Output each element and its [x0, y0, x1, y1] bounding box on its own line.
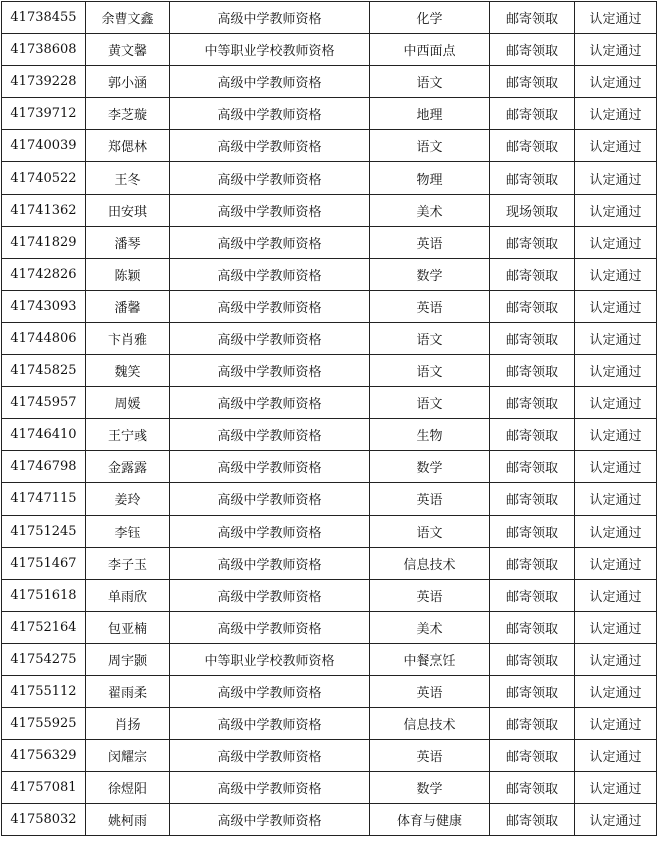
- applicant-name-cell: 魏笑: [86, 355, 170, 387]
- applicant-name-cell: 徐煜阳: [86, 772, 170, 804]
- applicant-id-cell: 41739228: [2, 66, 86, 98]
- qualification-type-cell: 高级中学教师资格: [170, 515, 370, 547]
- pickup-method-cell: 邮寄领取: [490, 290, 575, 322]
- status-cell: 认定通过: [575, 740, 657, 772]
- qualification-type-cell: 高级中学教师资格: [170, 772, 370, 804]
- applicant-id-cell: 41756329: [2, 740, 86, 772]
- qualification-type-cell: 高级中学教师资格: [170, 419, 370, 451]
- status-cell: 认定通过: [575, 290, 657, 322]
- status-cell: 认定通过: [575, 194, 657, 226]
- applicant-id-cell: 41752164: [2, 611, 86, 643]
- table-body: [2, 2, 657, 836]
- applicant-id-cell: 41758032: [2, 804, 86, 836]
- qualification-type-cell: 高级中学教师资格: [170, 98, 370, 130]
- applicant-name-cell: 李子玉: [86, 547, 170, 579]
- pickup-method-cell: 邮寄领取: [490, 772, 575, 804]
- status-cell: 认定通过: [575, 675, 657, 707]
- table-row: [2, 708, 657, 740]
- status-cell: 认定通过: [575, 451, 657, 483]
- qualification-type-cell: 高级中学教师资格: [170, 740, 370, 772]
- status-cell: 认定通过: [575, 708, 657, 740]
- qualification-type-cell: 中等职业学校教师资格: [170, 643, 370, 675]
- pickup-method-cell: 邮寄领取: [490, 483, 575, 515]
- qualification-type-cell: 高级中学教师资格: [170, 579, 370, 611]
- subject-cell: 语文: [370, 355, 490, 387]
- table-row: [2, 290, 657, 322]
- subject-cell: 化学: [370, 2, 490, 34]
- pickup-method-cell: 邮寄领取: [490, 2, 575, 34]
- status-cell: 认定通过: [575, 579, 657, 611]
- status-cell: 认定通过: [575, 643, 657, 675]
- subject-cell: 语文: [370, 387, 490, 419]
- table-row: [2, 66, 657, 98]
- table-row: [2, 226, 657, 258]
- table-row: [2, 611, 657, 643]
- pickup-method-cell: 邮寄领取: [490, 355, 575, 387]
- applicant-id-cell: 41751618: [2, 579, 86, 611]
- qualification-type-cell: 高级中学教师资格: [170, 708, 370, 740]
- table-row: [2, 419, 657, 451]
- applicant-id-cell: 41740039: [2, 130, 86, 162]
- applicant-name-cell: 潘馨: [86, 290, 170, 322]
- applicant-name-cell: 包亚楠: [86, 611, 170, 643]
- applicant-name-cell: 姜玲: [86, 483, 170, 515]
- applicant-id-cell: 41738608: [2, 34, 86, 66]
- pickup-method-cell: 邮寄领取: [490, 451, 575, 483]
- applicant-name-cell: 陈颖: [86, 258, 170, 290]
- table-row: [2, 515, 657, 547]
- applicant-name-cell: 王冬: [86, 162, 170, 194]
- qualification-type-cell: 高级中学教师资格: [170, 611, 370, 643]
- subject-cell: 语文: [370, 515, 490, 547]
- table-row: [2, 675, 657, 707]
- applicant-id-cell: 41755925: [2, 708, 86, 740]
- pickup-method-cell: 邮寄领取: [490, 804, 575, 836]
- subject-cell: 美术: [370, 611, 490, 643]
- applicant-name-cell: 翟雨柔: [86, 675, 170, 707]
- subject-cell: 语文: [370, 130, 490, 162]
- table-row: [2, 162, 657, 194]
- table-row: [2, 579, 657, 611]
- qualification-type-cell: 高级中学教师资格: [170, 130, 370, 162]
- status-cell: 认定通过: [575, 322, 657, 354]
- qualification-type-cell: 高级中学教师资格: [170, 355, 370, 387]
- pickup-method-cell: 邮寄领取: [490, 547, 575, 579]
- pickup-method-cell: 邮寄领取: [490, 98, 575, 130]
- status-cell: 认定通过: [575, 2, 657, 34]
- applicant-id-cell: 41747115: [2, 483, 86, 515]
- pickup-method-cell: 邮寄领取: [490, 322, 575, 354]
- pickup-method-cell: 邮寄领取: [490, 387, 575, 419]
- applicant-id-cell: 41742826: [2, 258, 86, 290]
- applicant-id-cell: 41738455: [2, 2, 86, 34]
- applicant-name-cell: 李钰: [86, 515, 170, 547]
- applicant-name-cell: 闵耀宗: [86, 740, 170, 772]
- status-cell: 认定通过: [575, 34, 657, 66]
- status-cell: 认定通过: [575, 611, 657, 643]
- applicant-id-cell: 41744806: [2, 322, 86, 354]
- table-row: [2, 547, 657, 579]
- qualification-type-cell: 高级中学教师资格: [170, 451, 370, 483]
- table-row: [2, 2, 657, 34]
- subject-cell: 体育与健康: [370, 804, 490, 836]
- pickup-method-cell: 邮寄领取: [490, 162, 575, 194]
- pickup-method-cell: 邮寄领取: [490, 611, 575, 643]
- applicant-name-cell: 姚柯雨: [86, 804, 170, 836]
- qualification-type-cell: 高级中学教师资格: [170, 483, 370, 515]
- status-cell: 认定通过: [575, 355, 657, 387]
- pickup-method-cell: 邮寄领取: [490, 708, 575, 740]
- qualification-type-cell: 高级中学教师资格: [170, 804, 370, 836]
- subject-cell: 语文: [370, 322, 490, 354]
- qualification-type-cell: 高级中学教师资格: [170, 290, 370, 322]
- qualification-type-cell: 中等职业学校教师资格: [170, 34, 370, 66]
- applicant-id-cell: 41743093: [2, 290, 86, 322]
- qualification-type-cell: 高级中学教师资格: [170, 258, 370, 290]
- pickup-method-cell: 邮寄领取: [490, 675, 575, 707]
- subject-cell: 中西面点: [370, 34, 490, 66]
- status-cell: 认定通过: [575, 130, 657, 162]
- table-row: [2, 451, 657, 483]
- status-cell: 认定通过: [575, 419, 657, 451]
- applicant-id-cell: 41746798: [2, 451, 86, 483]
- status-cell: 认定通过: [575, 258, 657, 290]
- applicant-id-cell: 41745825: [2, 355, 86, 387]
- qualification-type-cell: 高级中学教师资格: [170, 194, 370, 226]
- applicant-id-cell: 41751245: [2, 515, 86, 547]
- applicant-id-cell: 41755112: [2, 675, 86, 707]
- applicant-id-cell: 41741362: [2, 194, 86, 226]
- pickup-method-cell: 邮寄领取: [490, 515, 575, 547]
- table-row: [2, 258, 657, 290]
- status-cell: 认定通过: [575, 772, 657, 804]
- certification-table: [1, 1, 657, 836]
- table-row: [2, 194, 657, 226]
- pickup-method-cell: 邮寄领取: [490, 258, 575, 290]
- status-cell: 认定通过: [575, 98, 657, 130]
- subject-cell: 数学: [370, 451, 490, 483]
- applicant-id-cell: 41739712: [2, 98, 86, 130]
- applicant-id-cell: 41741829: [2, 226, 86, 258]
- table-row: [2, 387, 657, 419]
- applicant-id-cell: 41757081: [2, 772, 86, 804]
- status-cell: 认定通过: [575, 387, 657, 419]
- subject-cell: 信息技术: [370, 547, 490, 579]
- applicant-id-cell: 41751467: [2, 547, 86, 579]
- subject-cell: 数学: [370, 258, 490, 290]
- pickup-method-cell: 邮寄领取: [490, 740, 575, 772]
- table-row: [2, 804, 657, 836]
- table-row: [2, 740, 657, 772]
- applicant-name-cell: 单雨欣: [86, 579, 170, 611]
- subject-cell: 英语: [370, 675, 490, 707]
- table-row: [2, 483, 657, 515]
- subject-cell: 地理: [370, 98, 490, 130]
- subject-cell: 英语: [370, 226, 490, 258]
- table-row: [2, 34, 657, 66]
- qualification-type-cell: 高级中学教师资格: [170, 547, 370, 579]
- applicant-name-cell: 金露露: [86, 451, 170, 483]
- status-cell: 认定通过: [575, 162, 657, 194]
- applicant-name-cell: 周媛: [86, 387, 170, 419]
- subject-cell: 中餐烹饪: [370, 643, 490, 675]
- qualification-type-cell: 高级中学教师资格: [170, 322, 370, 354]
- applicant-name-cell: 卞肖雅: [86, 322, 170, 354]
- pickup-method-cell: 邮寄领取: [490, 34, 575, 66]
- applicant-name-cell: 周宇颢: [86, 643, 170, 675]
- applicant-id-cell: 41754275: [2, 643, 86, 675]
- table-row: [2, 643, 657, 675]
- subject-cell: 数学: [370, 772, 490, 804]
- qualification-type-cell: 高级中学教师资格: [170, 226, 370, 258]
- subject-cell: 信息技术: [370, 708, 490, 740]
- subject-cell: 英语: [370, 579, 490, 611]
- applicant-id-cell: 41746410: [2, 419, 86, 451]
- status-cell: 认定通过: [575, 547, 657, 579]
- subject-cell: 生物: [370, 419, 490, 451]
- applicant-name-cell: 王宁彧: [86, 419, 170, 451]
- pickup-method-cell: 邮寄领取: [490, 226, 575, 258]
- applicant-name-cell: 李芝璇: [86, 98, 170, 130]
- status-cell: 认定通过: [575, 483, 657, 515]
- qualification-type-cell: 高级中学教师资格: [170, 675, 370, 707]
- qualification-type-cell: 高级中学教师资格: [170, 162, 370, 194]
- applicant-name-cell: 潘琴: [86, 226, 170, 258]
- status-cell: 认定通过: [575, 515, 657, 547]
- table-row: [2, 322, 657, 354]
- pickup-method-cell: 邮寄领取: [490, 66, 575, 98]
- applicant-id-cell: 41745957: [2, 387, 86, 419]
- table-row: [2, 130, 657, 162]
- applicant-name-cell: 郭小涵: [86, 66, 170, 98]
- subject-cell: 美术: [370, 194, 490, 226]
- subject-cell: 英语: [370, 740, 490, 772]
- applicant-name-cell: 肖扬: [86, 708, 170, 740]
- status-cell: 认定通过: [575, 66, 657, 98]
- applicant-name-cell: 黄文馨: [86, 34, 170, 66]
- applicant-id-cell: 41740522: [2, 162, 86, 194]
- subject-cell: 英语: [370, 290, 490, 322]
- qualification-type-cell: 高级中学教师资格: [170, 66, 370, 98]
- table-row: [2, 98, 657, 130]
- subject-cell: 语文: [370, 66, 490, 98]
- pickup-method-cell: 邮寄领取: [490, 130, 575, 162]
- pickup-method-cell: 邮寄领取: [490, 643, 575, 675]
- pickup-method-cell: 邮寄领取: [490, 419, 575, 451]
- qualification-type-cell: 高级中学教师资格: [170, 387, 370, 419]
- pickup-method-cell: 邮寄领取: [490, 579, 575, 611]
- table-row: [2, 772, 657, 804]
- qualification-type-cell: 高级中学教师资格: [170, 2, 370, 34]
- status-cell: 认定通过: [575, 804, 657, 836]
- applicant-name-cell: 余曹文鑫: [86, 2, 170, 34]
- subject-cell: 英语: [370, 483, 490, 515]
- table-row: [2, 355, 657, 387]
- pickup-method-cell: 现场领取: [490, 194, 575, 226]
- applicant-name-cell: 郑偲林: [86, 130, 170, 162]
- status-cell: 认定通过: [575, 226, 657, 258]
- applicant-name-cell: 田安琪: [86, 194, 170, 226]
- subject-cell: 物理: [370, 162, 490, 194]
